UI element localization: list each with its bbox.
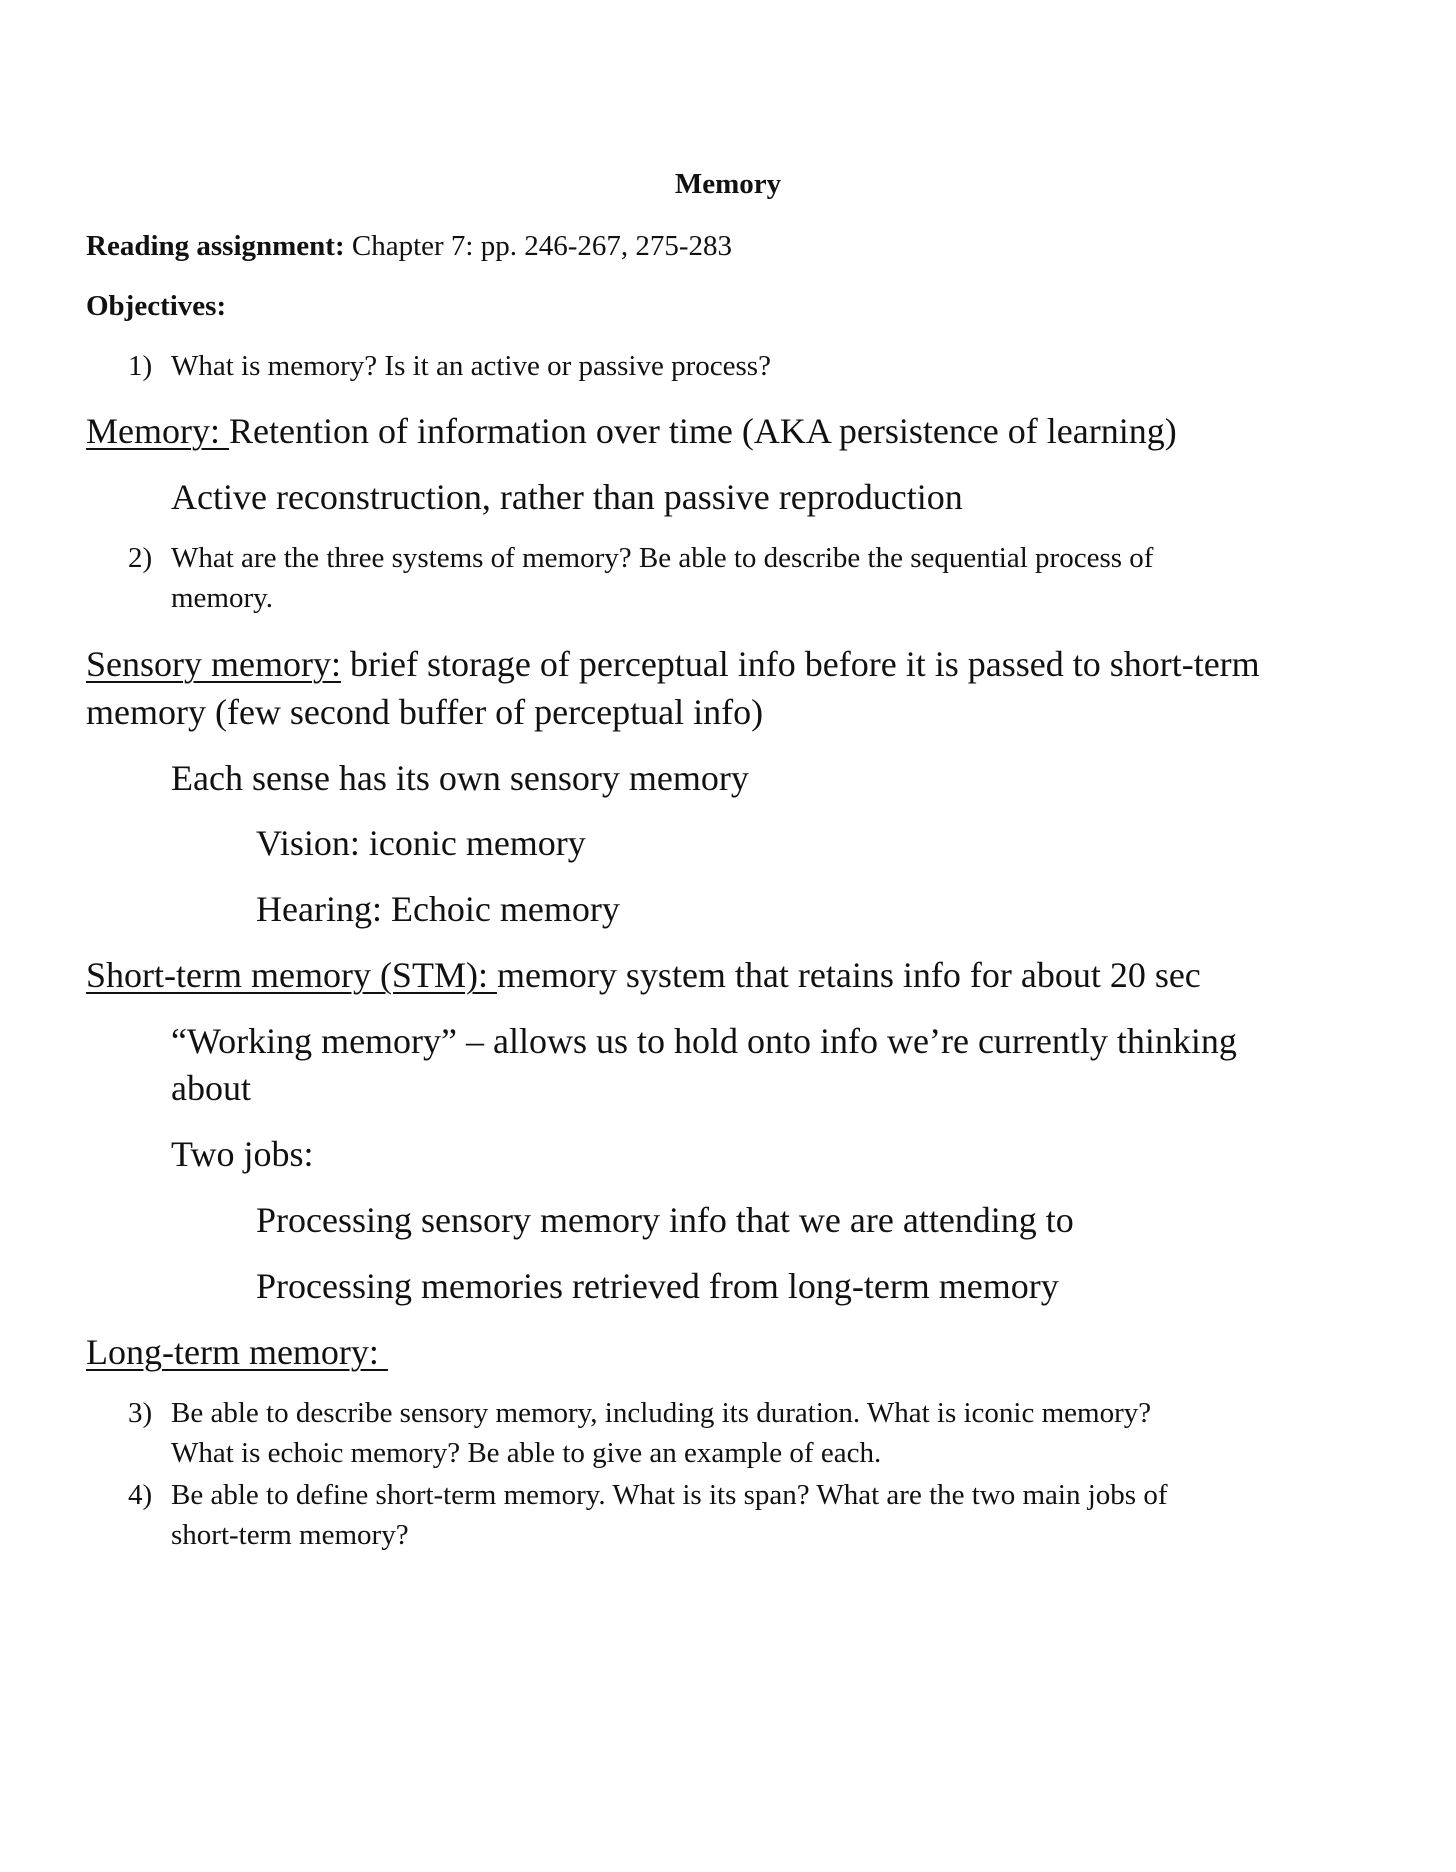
objective-number: 4) — [128, 1479, 153, 1511]
sensory-memory-definition-line2: memory (few second buffer of perceptual info) — [86, 692, 764, 732]
stm-working-line1: “Working memory” – allows us to hold onto info we’re currently thinking — [171, 1021, 1237, 1061]
objective-text-line2: short-term memory? — [171, 1519, 409, 1551]
objective-text-line2: memory. — [171, 582, 274, 614]
objectives-label: Objectives: — [86, 290, 227, 322]
objective-number: 3) — [128, 1397, 153, 1429]
ltm-heading — [86, 1331, 388, 1373]
stm-jobs-label: Two jobs: — [171, 1134, 314, 1174]
objective-number: 2) — [128, 542, 153, 574]
sensory-memory-term: Sensory memory: — [86, 644, 341, 684]
sensory-memory-note: Each sense has its own sensory memory — [171, 758, 749, 798]
stm-job-1: Processing sensory memory info that we are attending to — [256, 1200, 1074, 1240]
objective-text-line1: Be able to define short-term memory. What is its span? What are the two main jobs of — [171, 1479, 1168, 1511]
memory-term: Memory: — [86, 411, 229, 451]
objective-number: 1) — [128, 350, 153, 382]
objective-text-line2: What is echoic memory? Be able to give an example of each. — [171, 1437, 882, 1469]
sensory-memory-definition-line1: brief storage of perceptual info before it is passed to short-term — [340, 644, 1260, 684]
reading-assignment-label: Reading assignment: — [86, 230, 345, 262]
ltm-term: Long-term memory: — [86, 1332, 388, 1372]
memory-definition-text: Retention of information over time (AKA persistence of learning) — [228, 411, 1177, 451]
sensory-vision: Vision: iconic memory — [256, 823, 586, 863]
objective-text-line1: What are the three systems of memory? Be able to describe the sequential process of — [171, 542, 1154, 574]
stm-job-2: Processing memories retrieved from long-term memory — [256, 1266, 1059, 1306]
objective-text-line1: Be able to describe sensory memory, including its duration. What is iconic memory? — [171, 1397, 1152, 1429]
sensory-hearing: Hearing: Echoic memory — [256, 889, 620, 929]
stm-working-line2: about — [171, 1068, 251, 1108]
reading-assignment-line — [86, 230, 732, 263]
sensory-memory-definition — [86, 643, 1260, 685]
memory-definition — [86, 410, 1177, 452]
reading-assignment-text: Chapter 7: pp. 246-267, 275-283 — [344, 230, 733, 262]
stm-term: Short-term memory (STM): — [86, 955, 497, 995]
memory-note: Active reconstruction, rather than passive reproduction — [171, 477, 963, 517]
stm-definition — [86, 954, 1201, 996]
stm-definition-text: memory system that retains info for about 20 sec — [496, 955, 1201, 995]
page-title: Memory — [674, 168, 782, 200]
objective-text: What is memory? Is it an active or passive process? — [171, 350, 771, 382]
